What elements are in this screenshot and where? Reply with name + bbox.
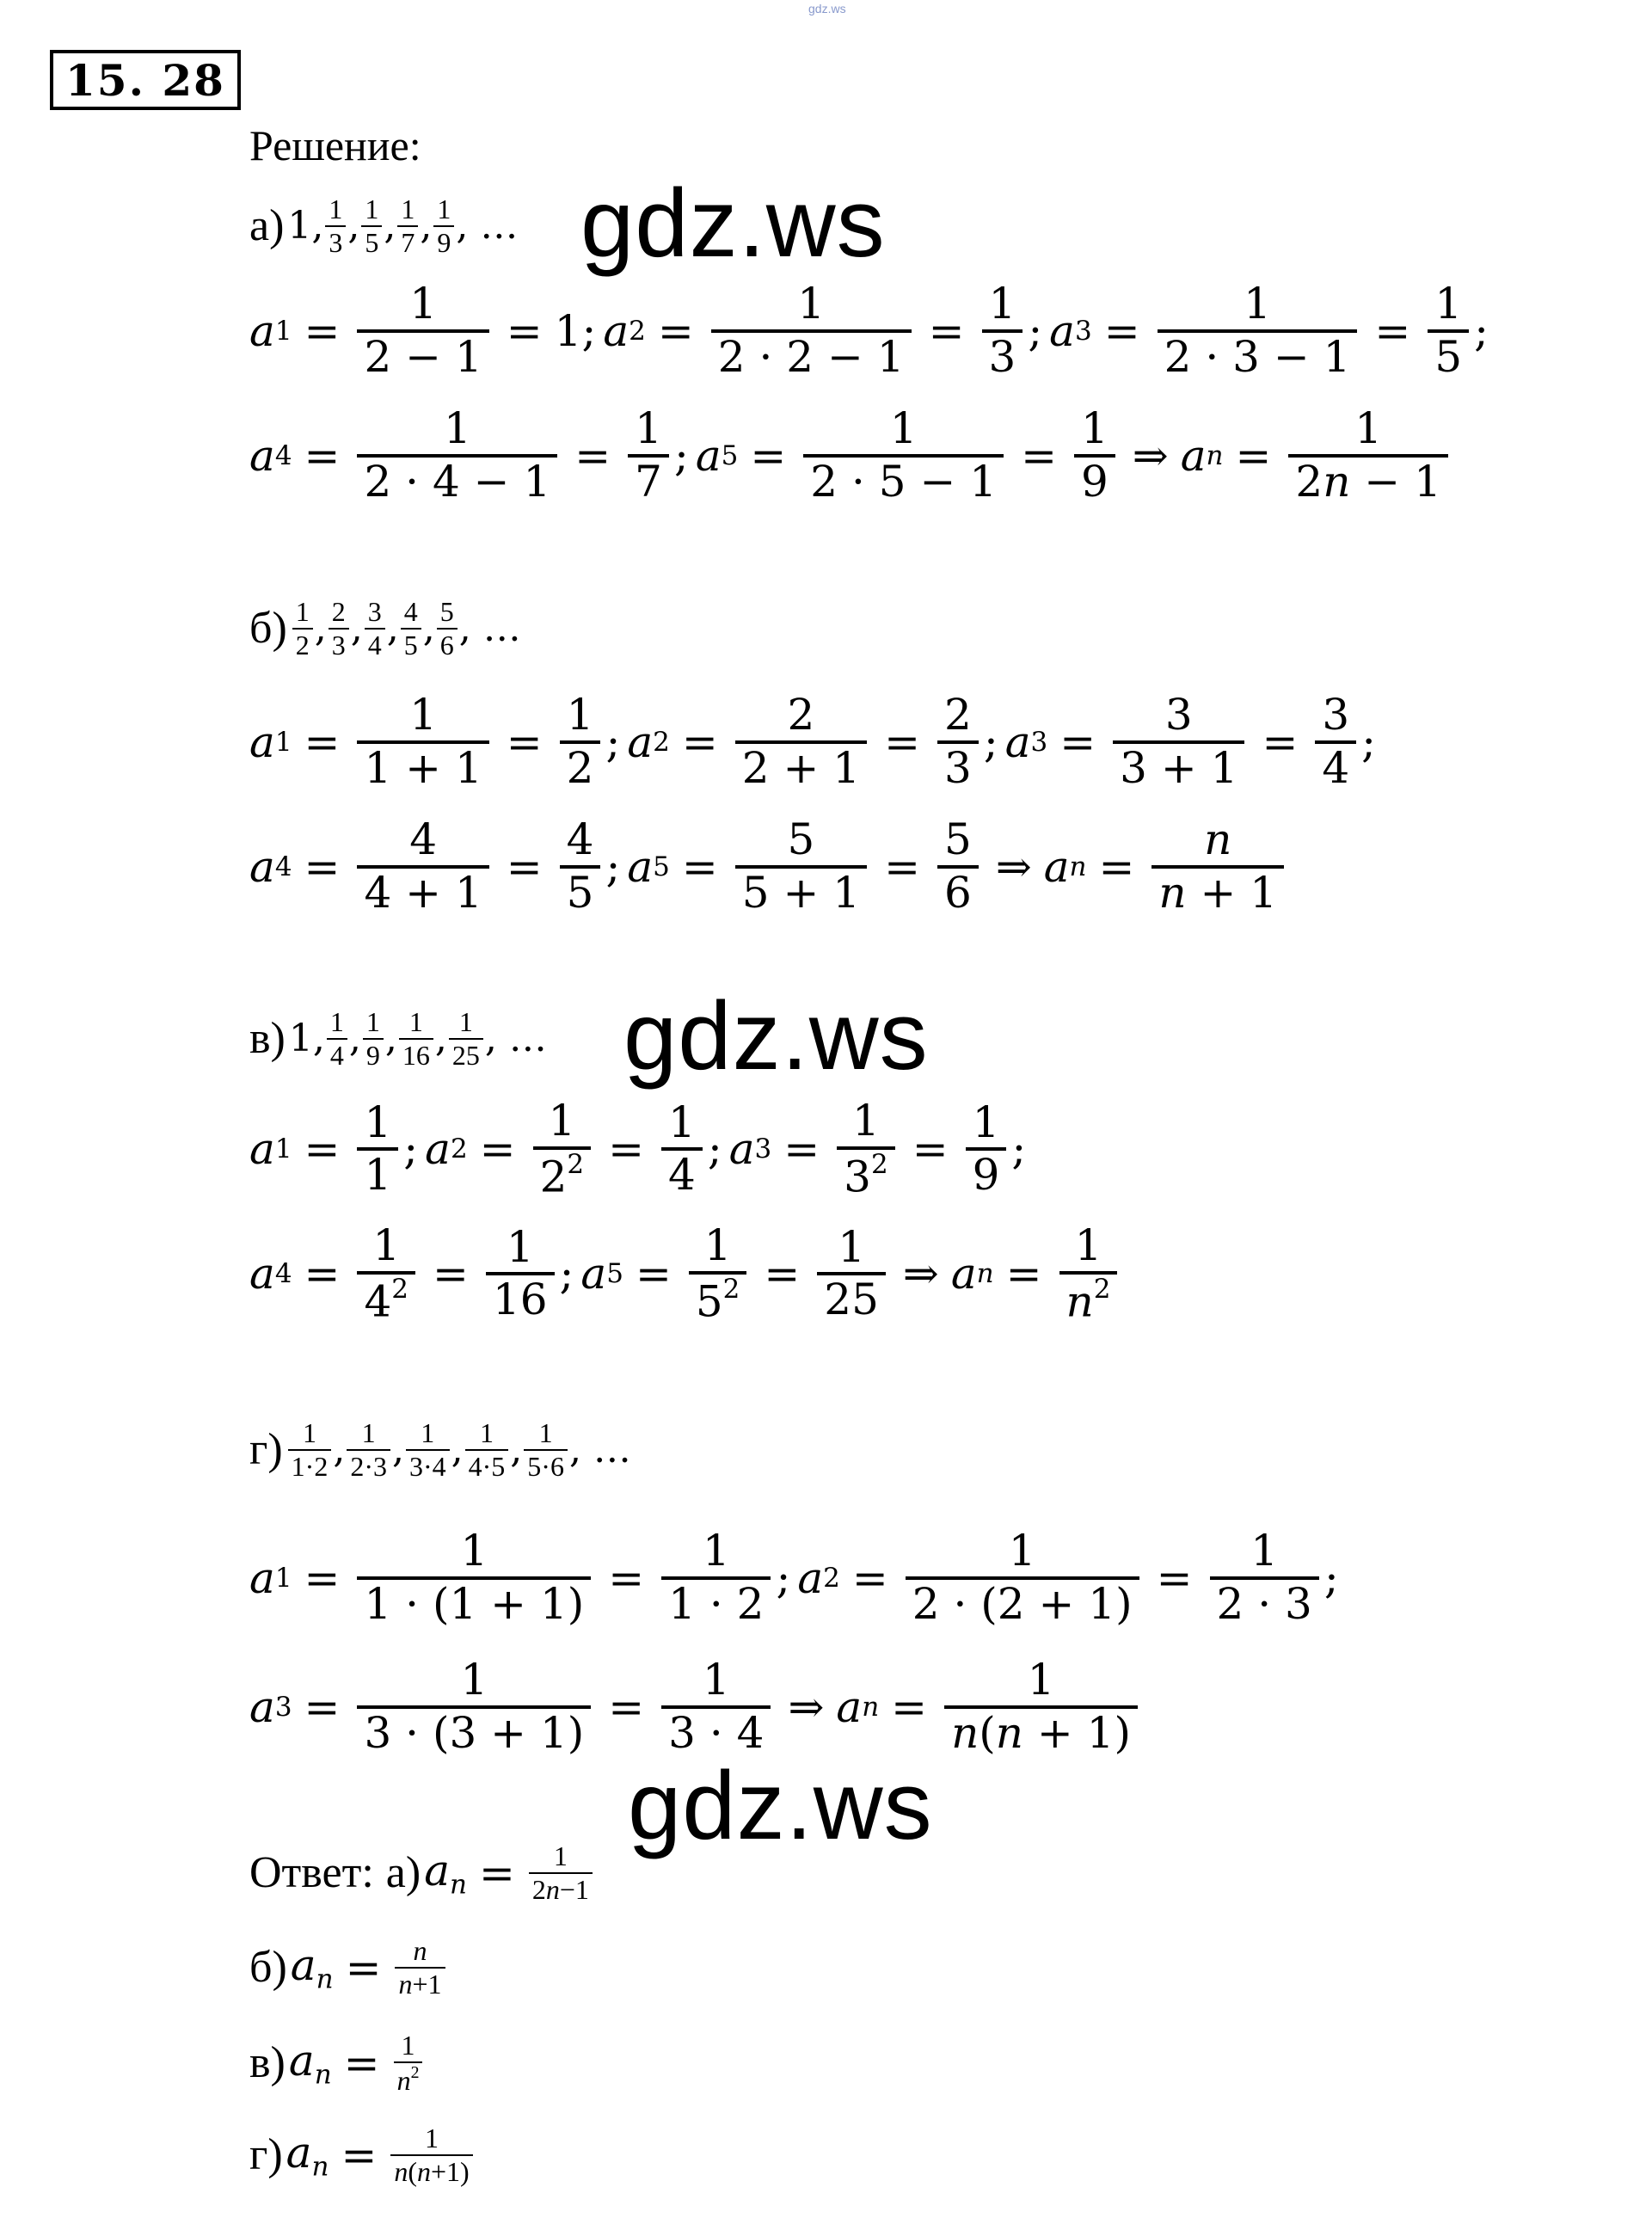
answer-a: Ответ: а) $a_n$ = $\frac{1}{2n-1}$ bbox=[249, 1840, 594, 1906]
solution-heading: Решение: bbox=[249, 121, 421, 169]
part-v-terms-1: a 1 = $\frac{1}{1}$ ; a 2 = $\frac{1}{2^2}$ = $\frac{1}{4}$ ; a 3 = $\frac{1}{3^2}$ = $\frac{1}{9}$ ; bbox=[249, 1096, 1027, 1202]
part-g-terms-2: a 3 = $\frac{1}{3 \cdot (3 + 1)}$ = $\frac{1}{3 \cdot 4}$ ⇒ a n = $\frac{1}{n(n + 1)}$ bbox=[249, 1656, 1143, 1758]
answer-v: в) $a_n$ = $\frac{1}{n^2}$ bbox=[249, 2030, 424, 2096]
top-watermark: gdz.ws bbox=[808, 2, 846, 15]
part-v-terms-2: a 4 = $\frac{1}{4^2}$ = $\frac{1}{16}$ ; a 5 = $\frac{1}{5^2}$ = $\frac{1}{25}$ ⇒ a n = $\frac{1}{n^2}$ bbox=[249, 1221, 1122, 1327]
part-g-terms-1: a 1 = $\frac{1}{1 \cdot (1 + 1)}$ = $\frac{1}{1 \cdot 2}$ ; a 2 = $\frac{1}{2 \cdot (2 + 1)}$ = $\frac{1}{2 \cdot 3}$ ; bbox=[249, 1526, 1339, 1629]
part-b-terms-1: a 1 = $\frac{1}{1 + 1}$ = $\frac{1}{2}$ ; a 2 = $\frac{2}{2 + 1}$ = $\frac{2}{3}$ ; a 3 = $\frac{3}{3 + 1}$ = $\frac{3}{4}$ ; bbox=[249, 690, 1377, 793]
part-a-terms-1: a 1 = $\frac{1}{2 - 1}$ = 1; a 2 = $\frac{1}{2 \cdot 2 - 1}$ = $\frac{1}{3}$ ; a 3 = $\frac{1}{2 \cdot 3 - 1}$ = $\frac{1}{5}$ ; bbox=[249, 279, 1489, 382]
watermark-1: gdz.ws bbox=[580, 169, 886, 277]
part-a-terms-2: a 4 = $\frac{1}{2 \cdot 4 - 1}$ = $\frac{1}{7}$ ; a 5 = $\frac{1}{2 \cdot 5 - 1}$ = $\frac{1}{9}$ ⇒ a n = $\frac{1}{2n - 1}$ bbox=[249, 404, 1453, 507]
part-a-sequence: а) 1, $\frac{1}{3}$ , $\frac{1}{5}$ , $\frac{1}{7}$ , $\frac{1}{9}$ , … bbox=[249, 194, 519, 258]
part-b-sequence: б) $\frac{1}{2}$ , $\frac{2}{3}$ , $\frac{3}{4}$ , $\frac{4}{5}$ , $\frac{5}{6}$ , … bbox=[249, 596, 521, 660]
answer-g: г) $a_n$ = $\frac{1}{n(n+1)}$ bbox=[249, 2123, 475, 2188]
problem-number: 15. 28 bbox=[50, 50, 241, 110]
watermark-2: gdz.ws bbox=[623, 982, 929, 1090]
part-g-sequence: г) $\frac{1}{1\cdot 2}$ , $\frac{1}{2\cdot 3}$ , $\frac{1}{3\cdot 4}$ , $\frac{1}{4\cdot 5}$ , $\frac{1}{5\cdot 6}$ , … bbox=[249, 1417, 631, 1482]
watermark-3: gdz.ws bbox=[628, 1752, 933, 1859]
answer-b: б) $a_n$ = $\frac{n}{n+1}$ bbox=[249, 1935, 447, 2000]
part-b-terms-2: a 4 = $\frac{4}{4 + 1}$ = $\frac{4}{5}$ ; a 5 = $\frac{5}{5 + 1}$ = $\frac{5}{6}$ ⇒ a n = $\frac{n}{n + 1}$ bbox=[249, 815, 1289, 918]
part-v-sequence: в) 1, $\frac{1}{4}$ , $\frac{1}{9}$ , $\frac{1}{16}$ , $\frac{1}{25}$ , … bbox=[249, 1006, 547, 1071]
